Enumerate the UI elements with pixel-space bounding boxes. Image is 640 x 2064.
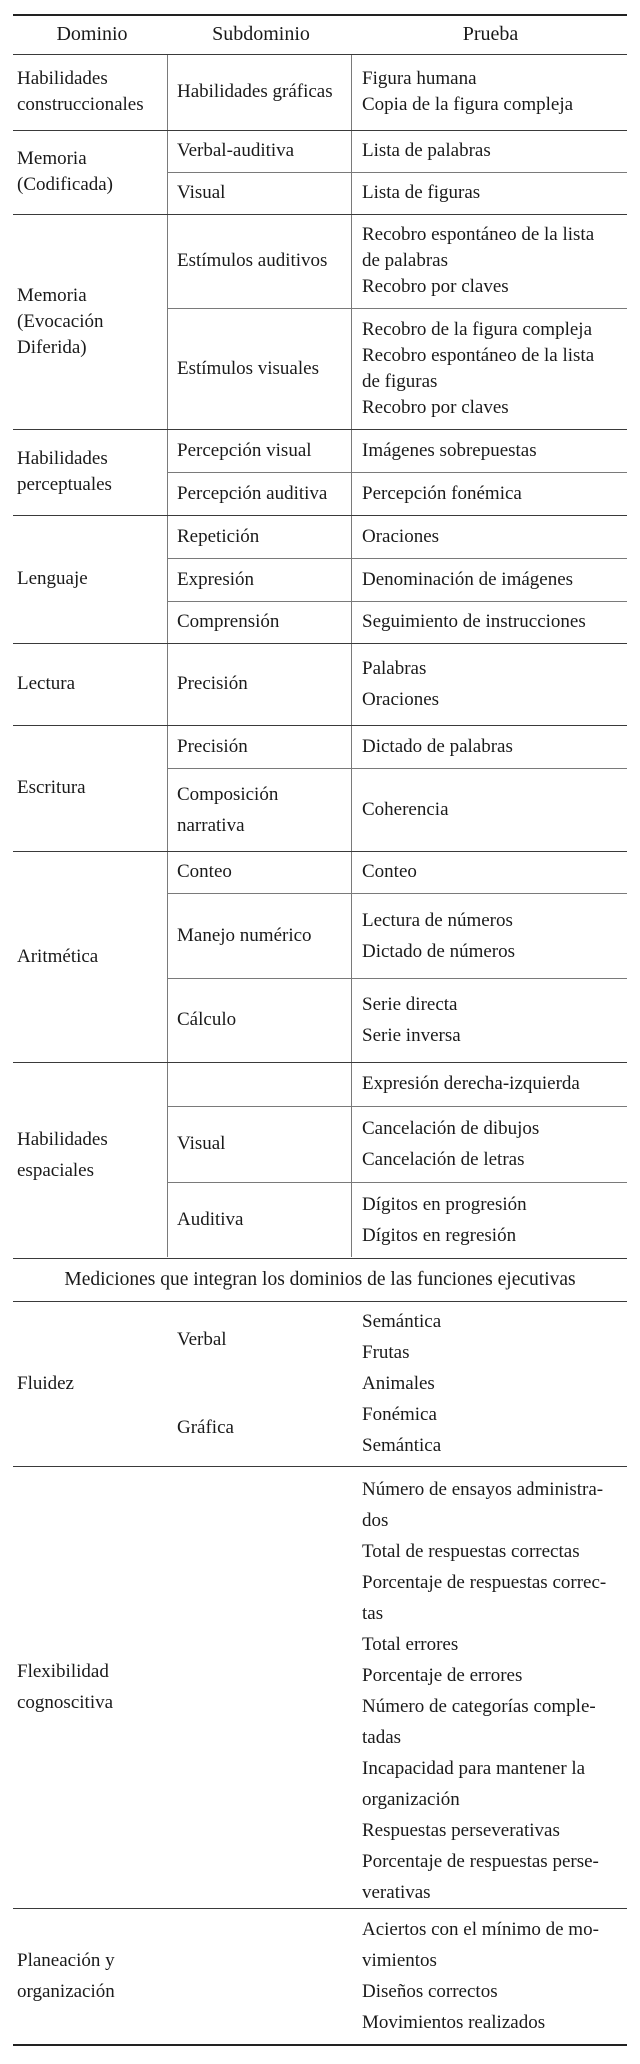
domain-fluidez [17, 1302, 167, 1465]
header-dominio-text: Dominio [56, 22, 128, 45]
cell-text: Flexibilidad [17, 1661, 109, 1682]
cell-text: Cancelación de dibujos [362, 1118, 540, 1139]
cell-text: Frutas [362, 1342, 410, 1363]
cell-text: Escritura [17, 777, 86, 798]
cell-text: Habilidades [17, 68, 108, 89]
cell-text: Precisión [177, 673, 248, 694]
cell-text: Copia de la figura compleja [362, 94, 574, 115]
cell-text: Lectura de números [362, 909, 513, 931]
cell-lines [17, 1945, 115, 2007]
cell-lines [362, 1474, 606, 1908]
cell-text: Memoria [17, 284, 87, 306]
cell-text: Seguimiento de instrucciones [362, 611, 586, 632]
neuropsych-domains-table-part2 [13, 14, 627, 2050]
cell-text: Percepción visual [177, 439, 312, 461]
cell-text: Verbal [177, 1328, 227, 1350]
cell-text: Gráfica [177, 1417, 234, 1438]
cell-text: vimientos [362, 1950, 437, 1971]
cell-text: Diferida) [17, 336, 87, 358]
cell-text: Figura humana [362, 68, 477, 89]
cell-text: tas [362, 1603, 384, 1624]
cell-text: Denominación de imágenes [362, 568, 574, 590]
cell-text: Movimientos realizados [362, 2012, 546, 2033]
cell-text: Verbal-auditiva [177, 140, 295, 161]
test-cell [354, 1183, 627, 1257]
cell-text: Recobro espontáneo de la lista [362, 344, 595, 366]
cell-text: Semántica [362, 1311, 442, 1332]
cell-text: dos [362, 1510, 389, 1531]
test-cell [354, 1474, 627, 1904]
cell-text: narrativa [177, 814, 245, 836]
test-cell [354, 1306, 627, 1461]
cell-text: verativas [362, 1882, 431, 1903]
cell-text: Planeación y [17, 1950, 115, 1971]
cell-text: Imágenes sobrepuestas [362, 439, 537, 461]
cell-text: Visual [177, 182, 226, 203]
cell-text: Estímulos visuales [177, 357, 319, 379]
cell-text: Total errores [362, 1634, 459, 1655]
cell-text: Dictado de palabras [362, 735, 513, 757]
subdomain-cell [171, 1302, 351, 1377]
cell-text: Conteo [177, 861, 232, 882]
cell-text: (Codificada) [17, 174, 114, 195]
column-divider [167, 1183, 168, 1257]
cell-text: Repetición [177, 525, 260, 547]
cell-text: Total de respuestas correctas [362, 1541, 580, 1562]
cell-text: Serie inversa [362, 1025, 461, 1046]
cell-text: Dictado de números [362, 940, 516, 962]
cell-text: Semántica [362, 1435, 442, 1456]
cell-text: (Evocación [17, 310, 104, 332]
cell-text: Fluidez [17, 1372, 74, 1394]
cell-text: Estímulos auditivos [177, 250, 328, 271]
cell-text: Animales [362, 1373, 435, 1394]
subdomain-cell [171, 1183, 351, 1257]
cell-text: Manejo numérico [177, 924, 312, 946]
subdomain-cell [171, 1396, 351, 1460]
cell-text: Lenguaje [17, 568, 88, 589]
cell-text: Diseños correctos [362, 1981, 498, 2002]
cell-lines [362, 1306, 441, 1461]
cell-lines [362, 1189, 527, 1251]
cell-text: espaciales [17, 1159, 95, 1181]
cell-text: Coherencia [362, 798, 449, 820]
cell-text: Percepción fonémica [362, 482, 522, 504]
cell-text: construccionales [17, 94, 144, 115]
cell-text: Porcentaje de respuestas correc- [362, 1572, 607, 1593]
cell-text: Visual [177, 1133, 226, 1154]
cell-text: Habilidades [17, 448, 108, 469]
cell-text: Fonémica [362, 1404, 437, 1425]
cell-text: Lista de palabras [362, 140, 491, 161]
domain-flexibilidad-cognoscitiva [17, 1467, 167, 1907]
cell-text: cognoscitiva [17, 1692, 114, 1713]
cell-text: Dígitos en progresión [362, 1194, 527, 1215]
header-prueba-text: Prueba [462, 22, 519, 45]
cell-text: Conteo [362, 861, 417, 882]
cell-text: Comprensión [177, 611, 280, 632]
cell-text: Incapacidad para mantener la [362, 1758, 586, 1779]
cell-lines [362, 1914, 599, 2038]
cell-text: Habilidades [17, 1128, 108, 1150]
cell-text: Porcentaje de respuestas perse- [362, 1851, 599, 1872]
cell-text: Habilidades gráficas [177, 81, 333, 102]
column-divider [351, 1183, 352, 1257]
cell-text: Aritmética [17, 945, 99, 967]
cell-text: Aciertos con el mínimo de mo- [362, 1919, 599, 1940]
cell-text: Lectura [17, 673, 76, 694]
cell-text: Número de ensayos administra- [362, 1479, 604, 1500]
cell-text: Palabras [362, 658, 427, 679]
cell-text: Cancelación de letras [362, 1149, 525, 1170]
cell-text: Expresión [177, 568, 255, 590]
cell-text: Lista de figuras [362, 182, 481, 203]
cell-text: Oraciones [362, 689, 440, 710]
row-rule [13, 1258, 627, 1259]
cell-text: organización [362, 1789, 460, 1810]
cell-text: Número de categorías comple- [362, 1696, 596, 1717]
cell-text: Recobro por claves [362, 276, 509, 297]
cell-text: Composición [177, 783, 279, 805]
cell-text: organización [17, 1981, 115, 2002]
cell-text: Auditiva [177, 1209, 244, 1230]
cell-text: Oraciones [362, 525, 440, 547]
cell-text: Recobro por claves [362, 396, 509, 418]
cell-text: Dígitos en regresión [362, 1225, 517, 1246]
cell-text: de figuras [362, 370, 438, 392]
table-bottom-rule [13, 2044, 627, 2046]
test-cell [354, 1914, 627, 2040]
cell-text: Recobro espontáneo de la lista [362, 224, 595, 245]
cell-lines [17, 1656, 113, 1718]
domain-planeacion-organizacion [17, 1909, 167, 2043]
cell-text: Serie directa [362, 994, 458, 1015]
cell-text: de palabras [362, 250, 448, 271]
section-title-ejecutivas: Mediciones que integran los dominios de las funciones ejecutivas [64, 1269, 576, 1290]
cell-text: perceptuales [17, 474, 112, 495]
cell-text: Cálculo [177, 1009, 237, 1030]
cell-text: Expresión derecha-izquierda [362, 1073, 580, 1094]
cell-text: Precisión [177, 735, 248, 757]
cell-text: tadas [362, 1727, 402, 1748]
cell-text: Respuestas perseverativas [362, 1820, 560, 1841]
cell-text: Memoria [17, 148, 87, 169]
cell-text: Porcentaje de errores [362, 1665, 523, 1686]
cell-text: Percepción auditiva [177, 482, 328, 504]
cell-text: Recobro de la figura compleja [362, 318, 593, 340]
header-subdominio-text: Subdominio [212, 22, 310, 45]
